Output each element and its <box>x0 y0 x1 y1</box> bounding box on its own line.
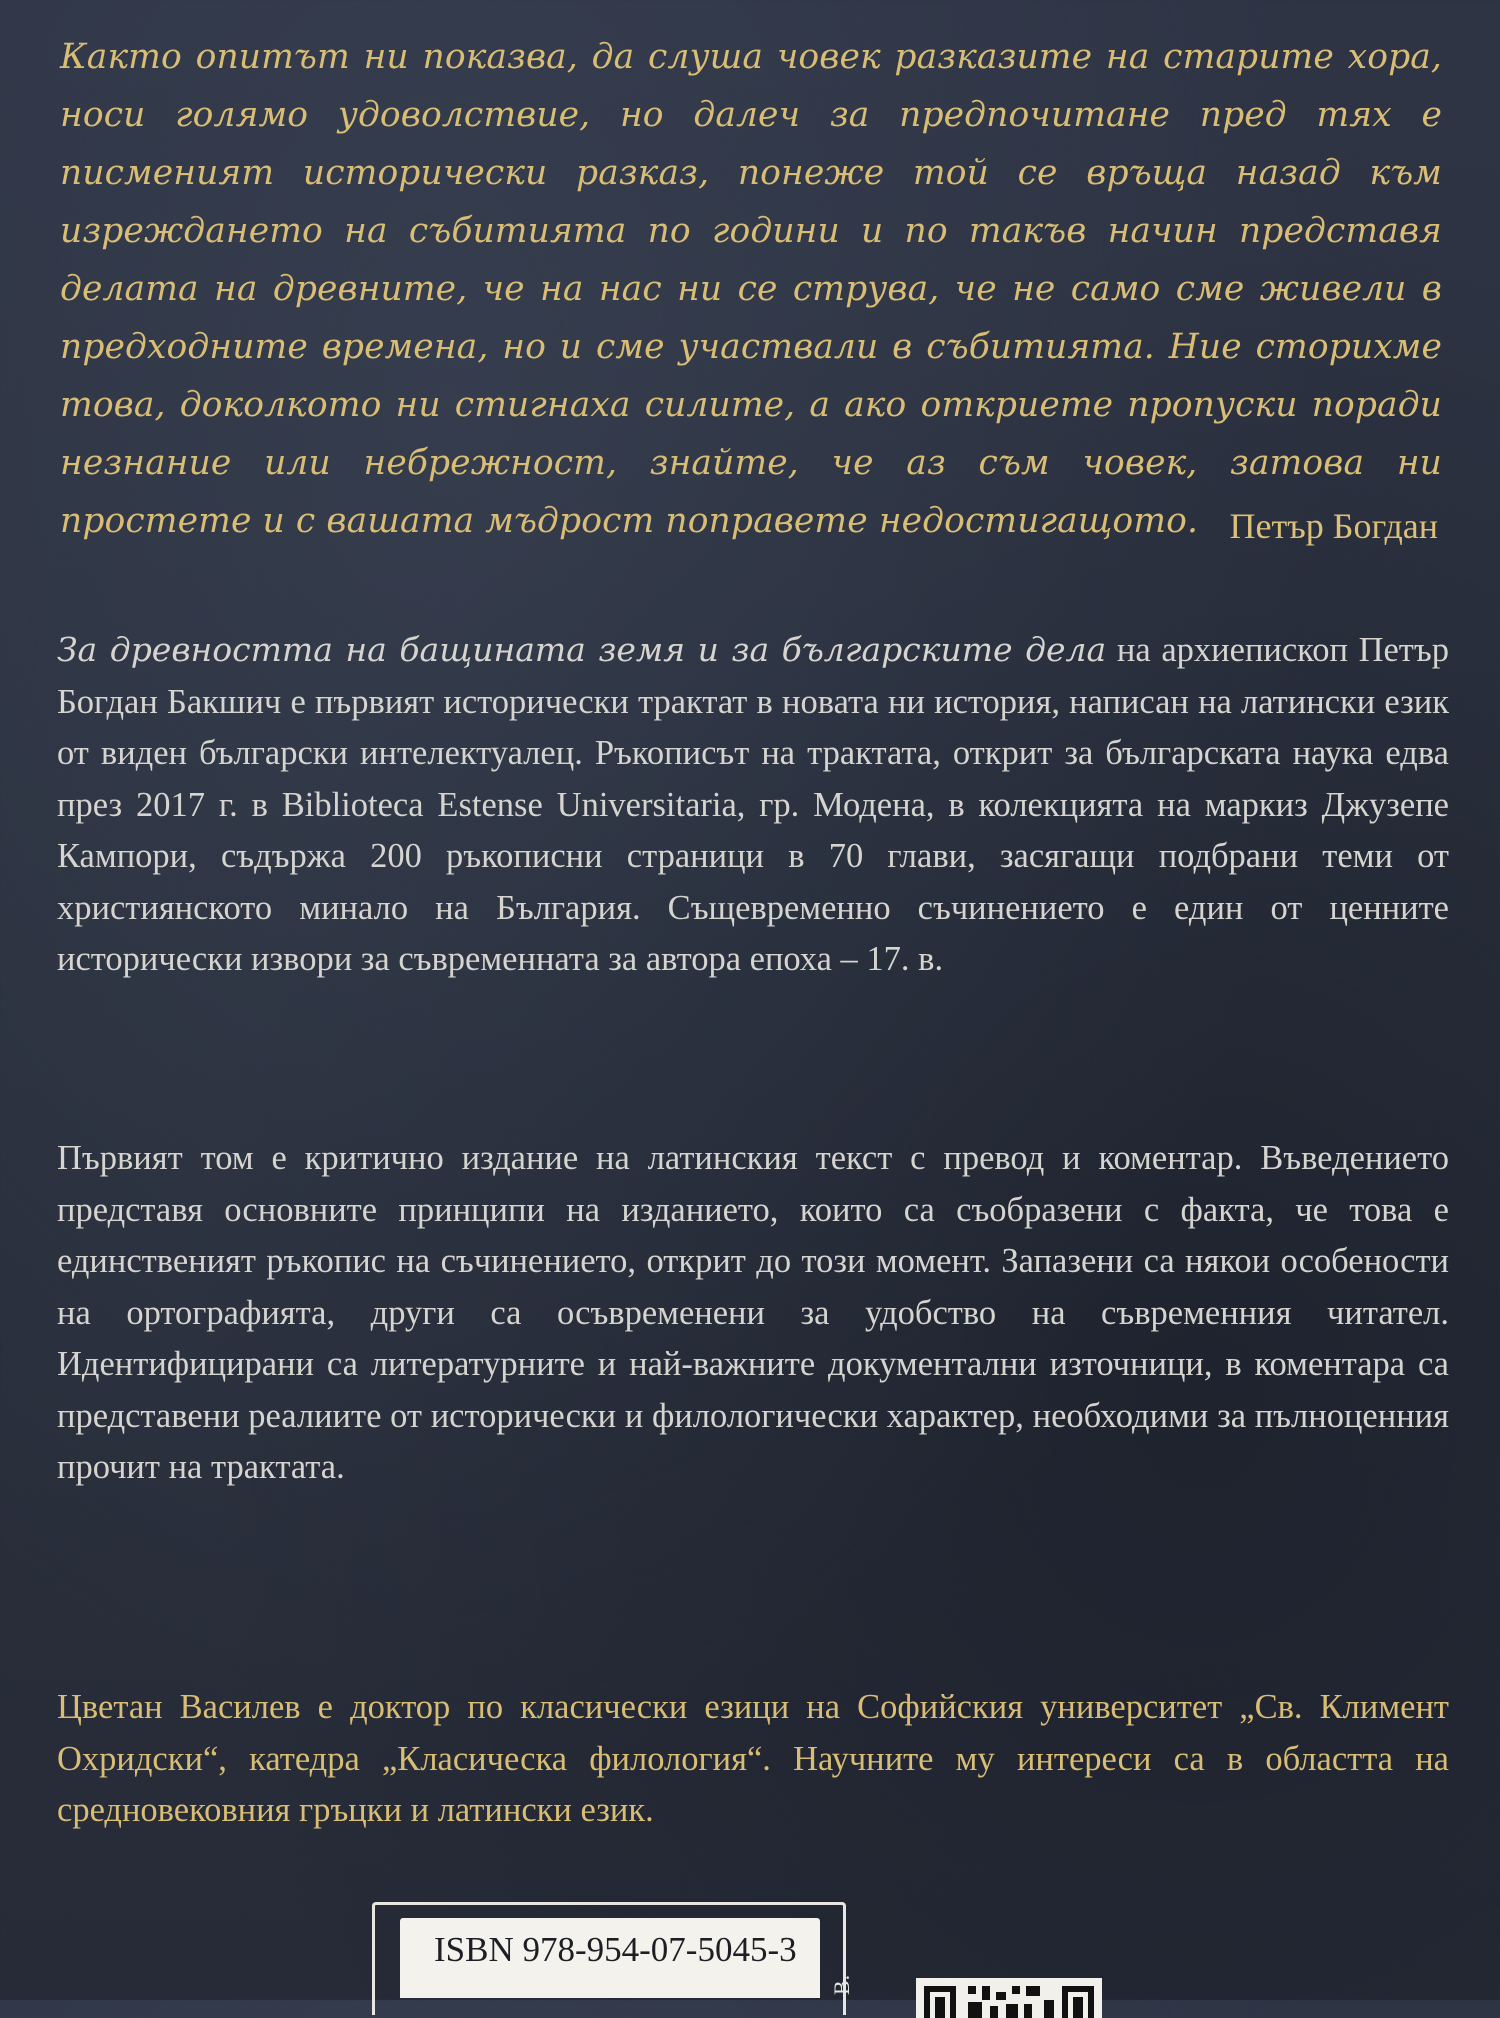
publisher-mark: В. <box>829 1974 854 1995</box>
description-paragraph-2: Първият том е критично издание на латинския текст с превод и коментар. Въведението представя основните принципи на изданието, които са съобразени с факта, че това е единственият ръкопис на съчинението, открит до този момент. Запазени са някои особености на ортографията, други са осъвременени за удобство на съвременния читател. Идентифицирани са литературните и най-важните документални източници, в коментара са представени реалиите от исторически и филологически характер, необходими за пълноценния прочит на трактата. <box>57 1139 1449 1486</box>
description-paragraph-1 <box>57 624 1449 986</box>
author-bio-paragraph: Цветан Василев е доктор по класически езици на Софийския университет „Св. Климент Охридски“, катедра „Класическа филология“. Научните му интереси са в областта на средновековния гръцки и латински език. <box>57 1688 1449 1829</box>
book-title-italic: За древността на бащината земя и за българските дела <box>57 630 1107 669</box>
qr-code-icon <box>916 1978 1102 2018</box>
epigraph-quote: Както опитът ни показва, да слуша човек разказите на старите хора, носи голямо удоволствие, но далеч за предпочитане пред тях е писменият исторически разказ, понеже той се връща назад към изреждането на събитията по години и по такъв начин представя делата на древните, че на нас ни се струва, че не само сме живели в предходните времена, но и сме участвали в събитията. Ние сторихме това, доколкото ни стигнаха силите, а ако откриете пропуски поради незнание или небрежност, знайте, че аз съм човек, затова ни простете и с вашата мъдрост поправете недостигащото. <box>60 37 1442 541</box>
quote-author: Петър Богдан <box>1229 506 1438 546</box>
isbn-label: ISBN 978-954-07-5045-3 <box>400 1918 820 1998</box>
description-paragraph-1-text: на архиепископ Петър Богдан Бакшич е първият исторически трактат в новата ни история, написан на латински език от виден български интелектуалец. Ръкописът на трактата, открит за българската наука едва през 2017 г. в Biblioteca Estense Universitaria, гр. Модена, в колекцията на маркиз Джузепе Кампори, съдържа 200 ръкописни страници в 70 глави, засягащи подбрани теми от християнското минало на България. Същевременно съчинението е един от ценните исторически извори за съвременната за автора епоха – 17. в. <box>57 631 1449 978</box>
